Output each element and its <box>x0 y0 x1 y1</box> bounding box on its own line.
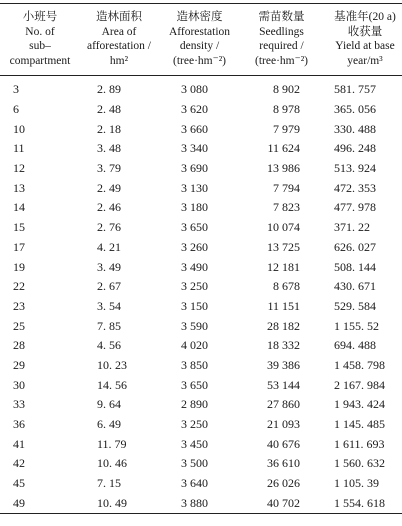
cell-seedlings: 10 074 <box>267 220 300 235</box>
cell-density: 2 890 <box>181 397 208 412</box>
cell-yield: 1 458. 798 <box>334 357 385 372</box>
header-zh: 造林面积 <box>96 11 142 23</box>
cell-density: 3 690 <box>181 161 208 176</box>
cell-yield: 477. 978 <box>334 200 376 215</box>
table-header <box>0 4 402 76</box>
cell-yield: 1 611. 693 <box>334 436 385 451</box>
table-row <box>0 257 402 277</box>
cell-seedlings: 26 026 <box>267 476 300 491</box>
cell-area: 4. 21 <box>97 239 121 254</box>
cell-subcompartment: 29 <box>13 357 25 372</box>
cell-seedlings: 11 624 <box>267 141 300 156</box>
header-en-line: Area of <box>101 25 137 38</box>
cell-density: 3 260 <box>181 239 208 254</box>
cell-subcompartment: 13 <box>13 180 25 195</box>
cell-subcompartment: 22 <box>13 279 25 294</box>
table-row <box>0 159 402 179</box>
cell-subcompartment: 11 <box>13 141 25 156</box>
cell-subcompartment: 6 <box>13 102 19 117</box>
cell-area: 9. 64 <box>97 397 121 412</box>
cell-seedlings: 27 860 <box>267 397 300 412</box>
table-row <box>0 434 402 454</box>
cell-yield: 496. 248 <box>334 141 376 156</box>
header-zh: 小班号 <box>22 11 58 23</box>
cell-yield: 1 943. 424 <box>334 397 385 412</box>
cell-area: 3. 49 <box>97 259 121 274</box>
header-area <box>80 4 158 76</box>
cell-density: 3 500 <box>181 456 208 471</box>
header-row <box>0 4 402 76</box>
cell-density: 3 880 <box>181 495 208 510</box>
cell-density: 3 850 <box>181 357 208 372</box>
header-en-line: year/m³ <box>347 54 383 67</box>
cell-area: 3. 54 <box>97 298 121 313</box>
cell-subcompartment: 19 <box>13 259 25 274</box>
cell-seedlings: 8 978 <box>273 102 300 117</box>
cell-area: 2. 48 <box>97 102 121 117</box>
table-body <box>0 76 402 514</box>
header-en-line: compartment <box>9 54 71 67</box>
cell-subcompartment: 10 <box>13 121 25 136</box>
cell-area: 11. 79 <box>97 436 127 451</box>
cell-density: 4 020 <box>181 338 208 353</box>
cell-density: 3 130 <box>181 180 208 195</box>
table-row <box>0 277 402 297</box>
cell-subcompartment: 36 <box>13 417 25 432</box>
header-yield <box>322 4 402 76</box>
table-row <box>0 100 402 120</box>
cell-density: 3 080 <box>181 82 208 97</box>
cell-density: 3 660 <box>181 121 208 136</box>
cell-subcompartment: 15 <box>13 220 25 235</box>
cell-area: 2. 46 <box>97 200 121 215</box>
cell-density: 3 150 <box>181 298 208 313</box>
cell-yield: 513. 924 <box>334 161 376 176</box>
data-table <box>0 3 402 514</box>
cell-seedlings: 7 979 <box>273 121 300 136</box>
cell-yield: 581. 757 <box>334 82 376 97</box>
header-en-line: Afforestation <box>168 25 231 38</box>
cell-seedlings: 11 151 <box>267 298 300 313</box>
cell-yield: 365. 056 <box>334 102 376 117</box>
cell-subcompartment: 12 <box>13 161 25 176</box>
table-row <box>0 395 402 415</box>
cell-area: 2. 49 <box>97 180 121 195</box>
cell-subcompartment: 3 <box>13 82 19 97</box>
table-row <box>0 297 402 317</box>
cell-area: 14. 56 <box>97 377 127 392</box>
cell-area: 2. 67 <box>97 279 121 294</box>
cell-area: 10. 46 <box>97 456 127 471</box>
cell-seedlings: 7 794 <box>273 180 300 195</box>
cell-density: 3 490 <box>181 259 208 274</box>
header-en-line: density / <box>179 40 220 52</box>
table-row <box>0 415 402 435</box>
cell-yield: 371. 22 <box>334 220 370 235</box>
cell-yield: 1 105. 39 <box>334 476 379 491</box>
header-en-line: No. of <box>25 25 55 38</box>
cell-yield: 472. 353 <box>334 180 376 195</box>
header-zh: 造林密度 <box>176 11 223 23</box>
cell-subcompartment: 49 <box>13 495 25 510</box>
cell-area: 3. 79 <box>97 161 121 176</box>
table-row <box>0 375 402 395</box>
cell-area: 3. 48 <box>97 141 121 156</box>
table-row <box>0 336 402 356</box>
table-row <box>0 493 402 513</box>
cell-density: 3 640 <box>181 476 208 491</box>
header-en-line: (tree·hm⁻²) <box>173 54 226 67</box>
cell-yield: 529. 584 <box>334 298 376 313</box>
header-subcompartment <box>0 4 80 76</box>
cell-subcompartment: 41 <box>13 436 25 451</box>
header-seedlings <box>241 4 322 76</box>
table-row <box>0 316 402 336</box>
cell-area: 6. 49 <box>97 417 121 432</box>
cell-seedlings: 40 676 <box>267 436 300 451</box>
cell-seedlings: 28 182 <box>267 318 300 333</box>
cell-seedlings: 13 986 <box>267 161 300 176</box>
cell-subcompartment: 23 <box>13 298 25 313</box>
cell-seedlings: 53 144 <box>267 377 300 392</box>
cell-seedlings: 36 610 <box>267 456 300 471</box>
cell-yield: 1 145. 485 <box>334 417 385 432</box>
table-row <box>0 119 402 139</box>
table-row <box>0 454 402 474</box>
cell-density: 3 650 <box>181 220 208 235</box>
table-row <box>0 198 402 218</box>
cell-density: 3 180 <box>181 200 208 215</box>
header-zh-line: 收获量 <box>347 25 383 38</box>
cell-subcompartment: 17 <box>13 239 25 254</box>
cell-density: 3 250 <box>181 279 208 294</box>
table-row <box>0 218 402 238</box>
cell-subcompartment: 14 <box>13 200 25 215</box>
cell-seedlings: 8 678 <box>273 279 300 294</box>
cell-subcompartment: 28 <box>13 338 25 353</box>
header-en-line: hm² <box>109 54 129 67</box>
table-row <box>0 356 402 376</box>
cell-yield: 626. 027 <box>334 239 376 254</box>
table-row <box>0 238 402 258</box>
cell-area: 10. 49 <box>97 495 127 510</box>
header-en-line: Seedlings <box>259 25 304 38</box>
header-zh: 需苗数量 <box>258 11 305 23</box>
cell-seedlings: 13 725 <box>267 239 300 254</box>
cell-seedlings: 21 093 <box>267 417 300 432</box>
cell-density: 3 650 <box>181 377 208 392</box>
table-row <box>0 139 402 159</box>
table-row <box>0 76 402 100</box>
cell-yield: 1 560. 632 <box>334 456 385 471</box>
header-en-line: (tree·hm⁻²) <box>255 54 308 67</box>
cell-seedlings: 18 332 <box>267 338 300 353</box>
cell-seedlings: 40 702 <box>267 495 300 510</box>
cell-subcompartment: 33 <box>13 397 25 412</box>
cell-area: 2. 76 <box>97 220 121 235</box>
cell-yield: 694. 488 <box>334 338 376 353</box>
header-en-line: required / <box>259 40 304 52</box>
cell-subcompartment: 42 <box>13 456 25 471</box>
table-row <box>0 474 402 494</box>
cell-area: 7. 15 <box>97 476 121 491</box>
cell-area: 2. 89 <box>97 82 121 97</box>
cell-density: 3 620 <box>181 102 208 117</box>
cell-subcompartment: 25 <box>13 318 25 333</box>
cell-area: 2. 18 <box>97 121 121 136</box>
cell-yield: 1 155. 52 <box>334 318 379 333</box>
cell-seedlings: 8 902 <box>273 82 300 97</box>
cell-area: 7. 85 <box>97 318 121 333</box>
cell-density: 3 340 <box>181 141 208 156</box>
cell-yield: 1 554. 618 <box>334 495 385 510</box>
table-row <box>0 178 402 198</box>
header-en-line: afforestation / <box>87 40 151 52</box>
header-density <box>158 4 241 76</box>
cell-seedlings: 7 823 <box>273 200 300 215</box>
header-en-line: sub– <box>29 40 51 52</box>
cell-subcompartment: 45 <box>13 476 25 491</box>
cell-density: 3 590 <box>181 318 208 333</box>
cell-yield: 508. 144 <box>334 259 376 274</box>
cell-density: 3 250 <box>181 417 208 432</box>
cell-subcompartment: 30 <box>13 377 25 392</box>
cell-area: 10. 23 <box>97 357 127 372</box>
cell-area: 4. 56 <box>97 338 121 353</box>
cell-yield: 2 167. 984 <box>334 377 385 392</box>
cell-seedlings: 39 386 <box>267 357 300 372</box>
cell-yield: 430. 671 <box>334 279 376 294</box>
cell-yield: 330. 488 <box>334 121 376 136</box>
header-en-line: Yield at base <box>335 40 395 52</box>
header-zh: 基准年(20 a) <box>334 11 396 23</box>
cell-seedlings: 12 181 <box>267 259 300 274</box>
cell-density: 3 450 <box>181 436 208 451</box>
